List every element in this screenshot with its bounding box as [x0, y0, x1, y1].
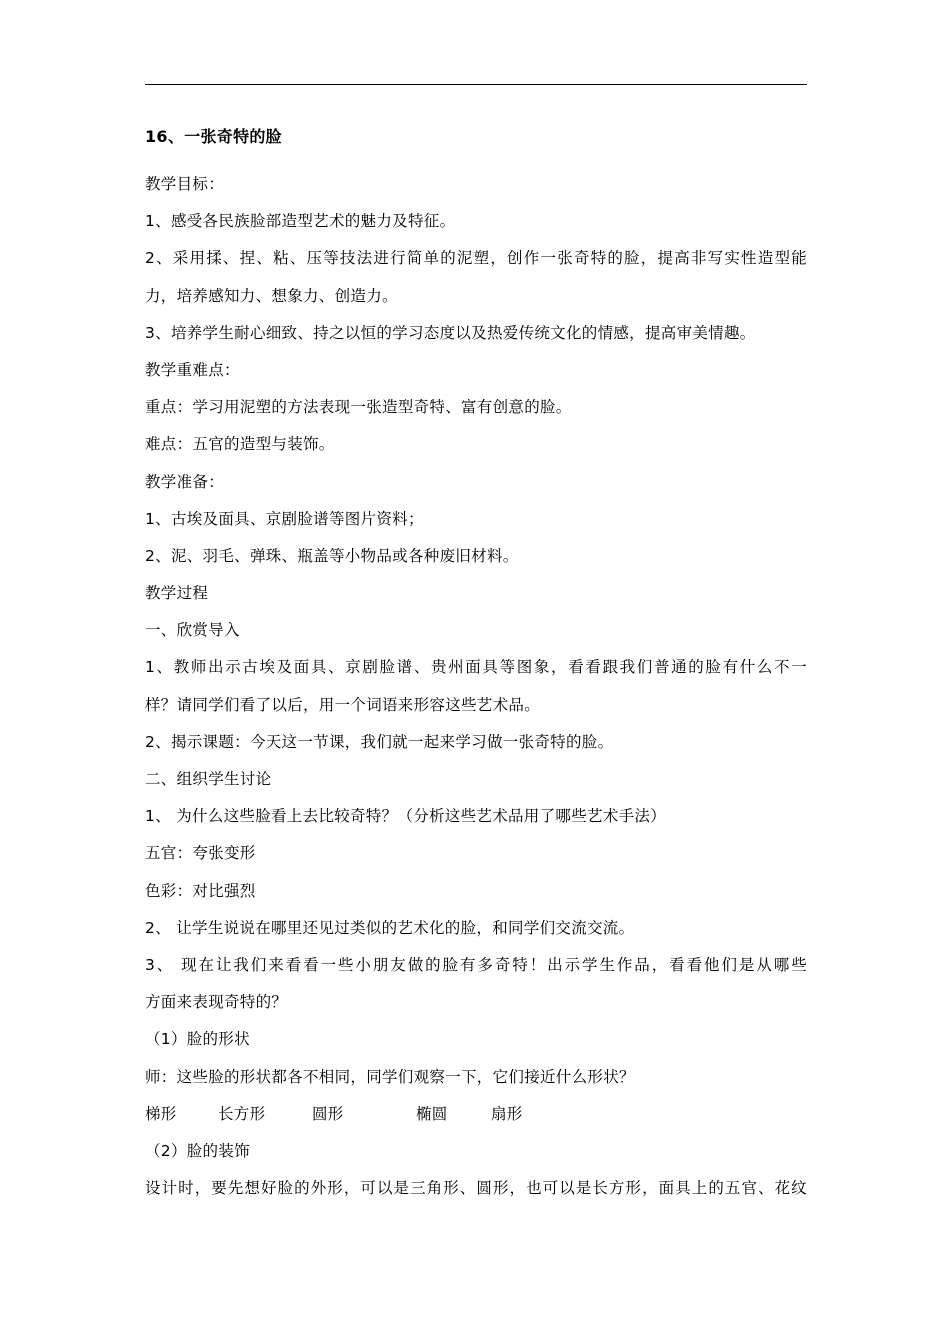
prep-item: 1、古埃及面具、京剧脸谱等图片资料； [145, 509, 424, 528]
section2-line: 方面来表现奇特的？ [145, 993, 288, 1012]
process-heading: 教学过程 [145, 584, 209, 603]
shape-item: 椭圆 [416, 1104, 448, 1123]
section2-line: （2）脸的装饰 [145, 1141, 250, 1160]
document-body [145, 120, 807, 1207]
objective-line: 3、培养学生耐心细致、持之以恒的学习态度以及热爱传统文化的情感，提高审美情趣。 [145, 323, 756, 342]
section2-line: 色彩：对比强烈 [145, 881, 256, 900]
section2-line: 师：这些脸的形状都各不相同，同学们观察一下，它们接近什么形状？ [145, 1067, 635, 1086]
prep-heading: 教学准备： [145, 472, 225, 491]
section2-line: 1、 为什么这些脸看上去比较奇特？（分析这些艺术品用了哪些艺术手法） [145, 807, 666, 826]
lesson-title: 16、一张奇特的脸 [145, 127, 282, 146]
section2-line: 2、 让学生说说在哪里还见过类似的艺术化的脸，和同学们交流交流。 [145, 918, 635, 937]
key-point: 重点：学习用泥塑的方法表现一张造型奇特、富有创意的脸。 [145, 398, 572, 417]
objective-line: 2、采用揉、捏、粘、压等技法进行简单的泥塑，创作一张奇特的脸，提高非写实性造型能 [145, 249, 807, 268]
shape-item: 圆形 [312, 1104, 344, 1123]
shape-item: 扇形 [491, 1104, 523, 1123]
section2-line: 五官：夸张变形 [145, 844, 256, 863]
section2-line: 3、 现在让我们来看看一些小朋友做的脸有多奇特！出示学生作品，看看他们是从哪些 [145, 955, 807, 974]
section1-heading: 一、欣赏导入 [145, 621, 240, 640]
keypoints-heading: 教学重难点： [145, 360, 240, 379]
objective-line: 1、感受各民族脸部造型艺术的魅力及特征。 [145, 212, 456, 231]
prep-item: 2、泥、羽毛、弹珠、瓶盖等小物品或各种废旧材料。 [145, 546, 519, 565]
difficult-point: 难点：五官的造型与装饰。 [145, 435, 335, 454]
section1-line: 1、教师出示古埃及面具、京剧脸谱、贵州面具等图象，看看跟我们普通的脸有什么不一 [145, 658, 807, 677]
section2-line: 设计时，要先想好脸的外形，可以是三角形、圆形，也可以是长方形，面具上的五官、花纹 [145, 1179, 807, 1198]
section1-line: 2、揭示课题：今天这一节课，我们就一起来学习做一张奇特的脸。 [145, 732, 614, 751]
section1-line: 样？请同学们看了以后，用一个词语来形容这些艺术品。 [145, 695, 541, 714]
shape-list [145, 1096, 807, 1133]
section2-line: （1）脸的形状 [145, 1030, 250, 1049]
objectives-heading: 教学目标： [145, 175, 225, 193]
header-rule [145, 84, 807, 85]
objective-line: 力，培养感知力、想象力、创造力。 [145, 286, 398, 305]
section2-heading: 二、组织学生讨论 [145, 770, 272, 788]
shape-item: 长方形 [218, 1104, 266, 1123]
shape-item: 梯形 [145, 1104, 177, 1123]
